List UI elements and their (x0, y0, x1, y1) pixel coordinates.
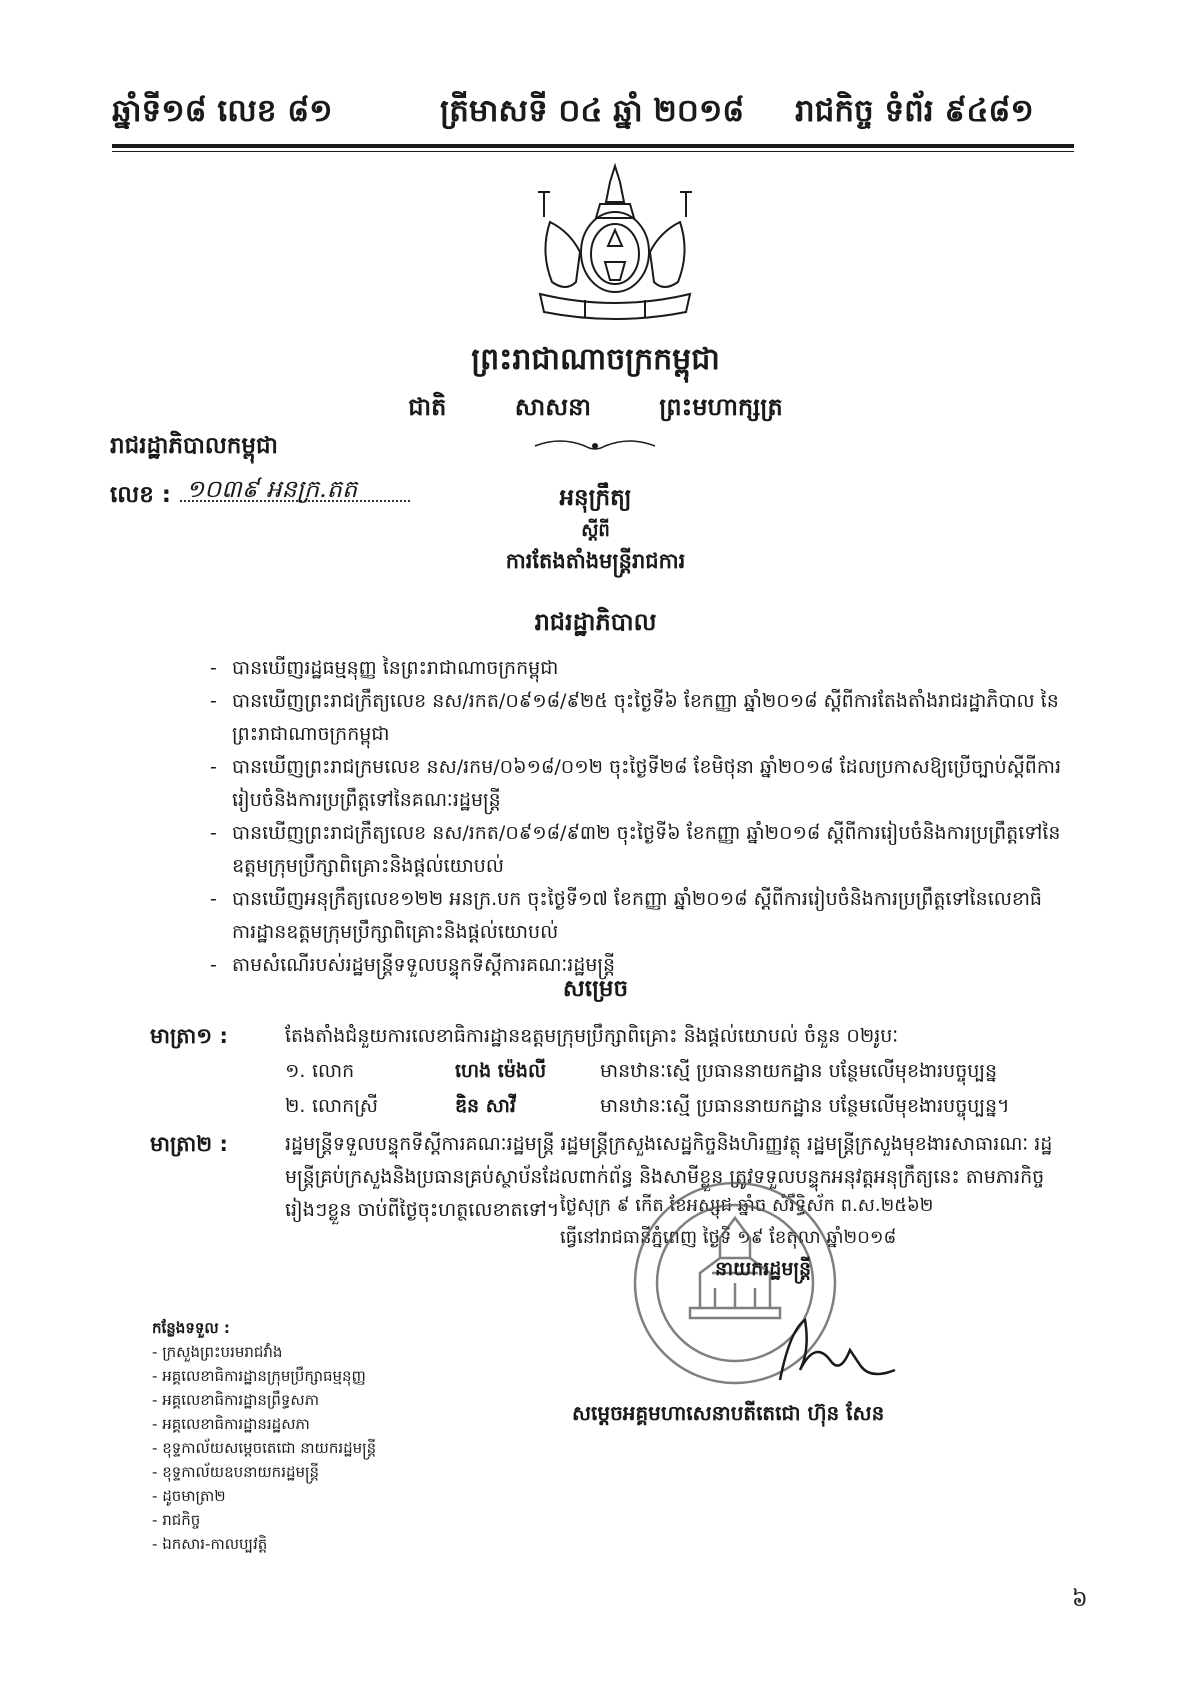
decision-heading: សម្រេច (562, 976, 629, 1002)
page-number: ៦ (1072, 1587, 1088, 1612)
gazette-issue: ឆ្នាំទី១៨ លេខ ៨១ (112, 93, 333, 129)
document-subject: ការតែងតាំងមន្ត្រីរាជការ (505, 549, 686, 573)
decree-number-label: លេខ : (110, 482, 172, 508)
recipient-item: - ឯកសារ-កាលប្បវត្តិ (152, 1532, 376, 1556)
appointee-2-title: លោកស្រី (312, 1095, 378, 1117)
ornament-divider (530, 436, 660, 456)
recipient-item: - ក្រសួងព្រះបរមរាជវាំង (152, 1340, 376, 1364)
gazette-page: រាជកិច្ច ទំព័រ ៩៤៨១ (795, 93, 1034, 129)
article-2-text: រដ្ឋមន្ត្រីទទួលបន្ទុកទីស្តីការគណៈរដ្ឋមន្ត្រី រដ្ឋមន្ត្រីក្រសួងសេដ្ឋកិច្ចនិងហិរញ្ញវត្ថុ រដ្ឋមន្ត្រីក្រសួងមុខងារសាធារណៈ រដ្ឋមន្ត្រីគ្រប់ក្រសួងនិងប្រធានគ្រប់ស្ថាប័នដែលពាក់ព័ន្ធ និងសាមីខ្លួន ត្រូវទទួលបន្ទុកអនុវត្តអនុក្រឹត្យនេះ តាមភារកិច្ចរៀងៗខ្លួន ចាប់ពីថ្ងៃចុះហត្ថលេខាតទៅ។ (285, 1133, 1053, 1221)
consideration-item: - បានឃើញព្រះរាជក្រឹត្យលេខ នស/រកត/០៩១៨/៩២៥ ចុះថ្ងៃទី៦ ខែកញ្ញា ឆ្នាំ២០១៨ ស្តីពីការតែងតាំងរាជរដ្ឋាភិបាល នៃព្រះរាជាណាចក្រកម្ពុជា (210, 685, 1080, 751)
document-type: អនុក្រឹត្យ (559, 485, 632, 511)
title-regarding: ស្តីពី (581, 520, 610, 541)
signatory-title: នាយករដ្ឋមន្ត្រី (715, 1258, 812, 1280)
consideration-item: - បានឃើញរដ្ឋធម្មនុញ្ញ នៃព្រះរាជាណាចក្រកម្ពុជា (210, 652, 1080, 685)
recipient-item: - រាជកិច្ច (152, 1508, 376, 1532)
handwritten-signature (770, 1310, 900, 1390)
considerations-list (210, 652, 1080, 982)
motto-religion: សាសនា (514, 393, 591, 421)
article-1-text: តែងតាំងជំនួយការលេខាធិការដ្ឋានឧត្តមក្រុមប្រឹក្សាពិគ្រោះ និងផ្តល់យោបល់ ចំនួន ០២រូបៈ (285, 1025, 899, 1047)
lunar-date: ថ្ងៃសុក្រ ៩ កើត ខែអស្សុជ ឆ្នាំច សំរឹទ្ធិស័ក ព.ស.២៥៦២ (560, 1195, 934, 1216)
header-rule-thick (112, 144, 1074, 148)
national-motto (0, 392, 1191, 427)
recipients-block (152, 1316, 376, 1556)
appointee-1-rank: មានឋានៈស្មើ ប្រធាននាយកដ្ឋាន បន្ថែមលើមុខងារបច្ចុប្បន្ន (600, 1060, 998, 1082)
header-rule-thin (112, 151, 1074, 152)
kingdom-name: ព្រះរាជាណាចក្រកម្ពុជា (471, 342, 720, 377)
article-2-label: មាត្រា២ : (150, 1132, 228, 1156)
issuing-government: រាជរដ្ឋាភិបាលកម្ពុជា (110, 433, 278, 459)
consideration-item: - បានឃើញព្រះរាជក្រឹត្យលេខ នស/រកត/០៩១៨/៩៣២ ចុះថ្ងៃទី៦ ខែកញ្ញា ឆ្នាំ២០១៨ ស្តីពីការរៀបចំនិងការប្រព្រឹត្តទៅនៃឧត្តមក្រុមប្រឹក្សាពិគ្រោះនិងផ្តល់យោបល់ (210, 817, 1080, 883)
authority-heading: រាជរដ្ឋាភិបាល (534, 608, 657, 636)
recipient-item: - ដូចមាត្រា២ (152, 1484, 376, 1508)
appointee-1-title: លោក (312, 1060, 355, 1082)
appointee-2-rank: មានឋានៈស្មើ ប្រធាននាយកដ្ឋាន បន្ថែមលើមុខងារបច្ចុប្បន្ន។ (600, 1095, 1010, 1117)
appointee-1-num: ១. (285, 1060, 306, 1082)
consideration-item: - បានឃើញព្រះរាជក្រមលេខ នស/រកម/០៦១៨/០១២ ចុះថ្ងៃទី២៨ ខែមិថុនា ឆ្នាំ២០១៨ ដែលប្រកាសឱ្យប្រើច្បាប់ស្តីពីការរៀបចំនិងការប្រព្រឹត្តទៅនៃគណៈរដ្ឋមន្ត្រី (210, 751, 1080, 817)
recipients-heading: កន្លែងទទួល : (152, 1319, 230, 1337)
appointee-2-num: ២. (285, 1095, 306, 1117)
consideration-item: - តាមសំណើរបស់រដ្ឋមន្ត្រីទទួលបន្ទុកទីស្តីការគណៈរដ្ឋមន្ត្រី (210, 949, 1080, 982)
signatory-name: សម្តេចអគ្គមហាសេនាបតីតេជោ ហ៊ុន សែន (572, 1401, 885, 1425)
appointee-1-name: ហេង ម៉េងលី (455, 1060, 547, 1082)
recipient-item: - អគ្គលេខាធិការដ្ឋានរដ្ឋសភា (152, 1412, 376, 1436)
decree-number-handwritten: ១០៣៩ អនក្រ.តត (186, 475, 358, 503)
motto-king: ព្រះមហាក្សត្រ (659, 393, 783, 421)
recipient-item: - អគ្គលេខាធិការដ្ឋានក្រុមប្រឹក្សាធម្មនុញ្ញ (152, 1364, 376, 1388)
motto-nation: ជាតិ (408, 393, 447, 421)
royal-arms-emblem (530, 162, 700, 328)
article-1-label: មាត្រា១ : (150, 1024, 228, 1048)
gazette-quarter: ត្រីមាសទី ០៤ ឆ្នាំ ២០១៨ (440, 93, 745, 129)
recipient-item: - ខុទ្ទកាល័យឧបនាយករដ្ឋមន្ត្រី (152, 1460, 376, 1484)
appointee-2-name: ឌិន សាវី (455, 1095, 516, 1117)
recipient-item: - អគ្គលេខាធិការដ្ឋានព្រឹទ្ធសភា (152, 1388, 376, 1412)
consideration-item: - បានឃើញអនុក្រឹត្យលេខ១២២ អនក្រ.បក ចុះថ្ងៃទី១៧ ខែកញ្ញា ឆ្នាំ២០១៨ ស្តីពីការរៀបចំនិងការប្រព្រឹត្តទៅនៃលេខាធិការដ្ឋានឧត្តមក្រុមប្រឹក្សាពិគ្រោះនិងផ្តល់យោបល់ (210, 883, 1080, 949)
solar-date: ធ្វើនៅរាជធានីភ្នំពេញ ថ្ងៃទី ១៩ ខែតុលា ឆ្នាំ២០១៨ (560, 1227, 897, 1248)
recipient-item: - ខុទ្ទកាល័យសម្តេចតេជោ នាយករដ្ឋមន្ត្រី (152, 1436, 376, 1460)
